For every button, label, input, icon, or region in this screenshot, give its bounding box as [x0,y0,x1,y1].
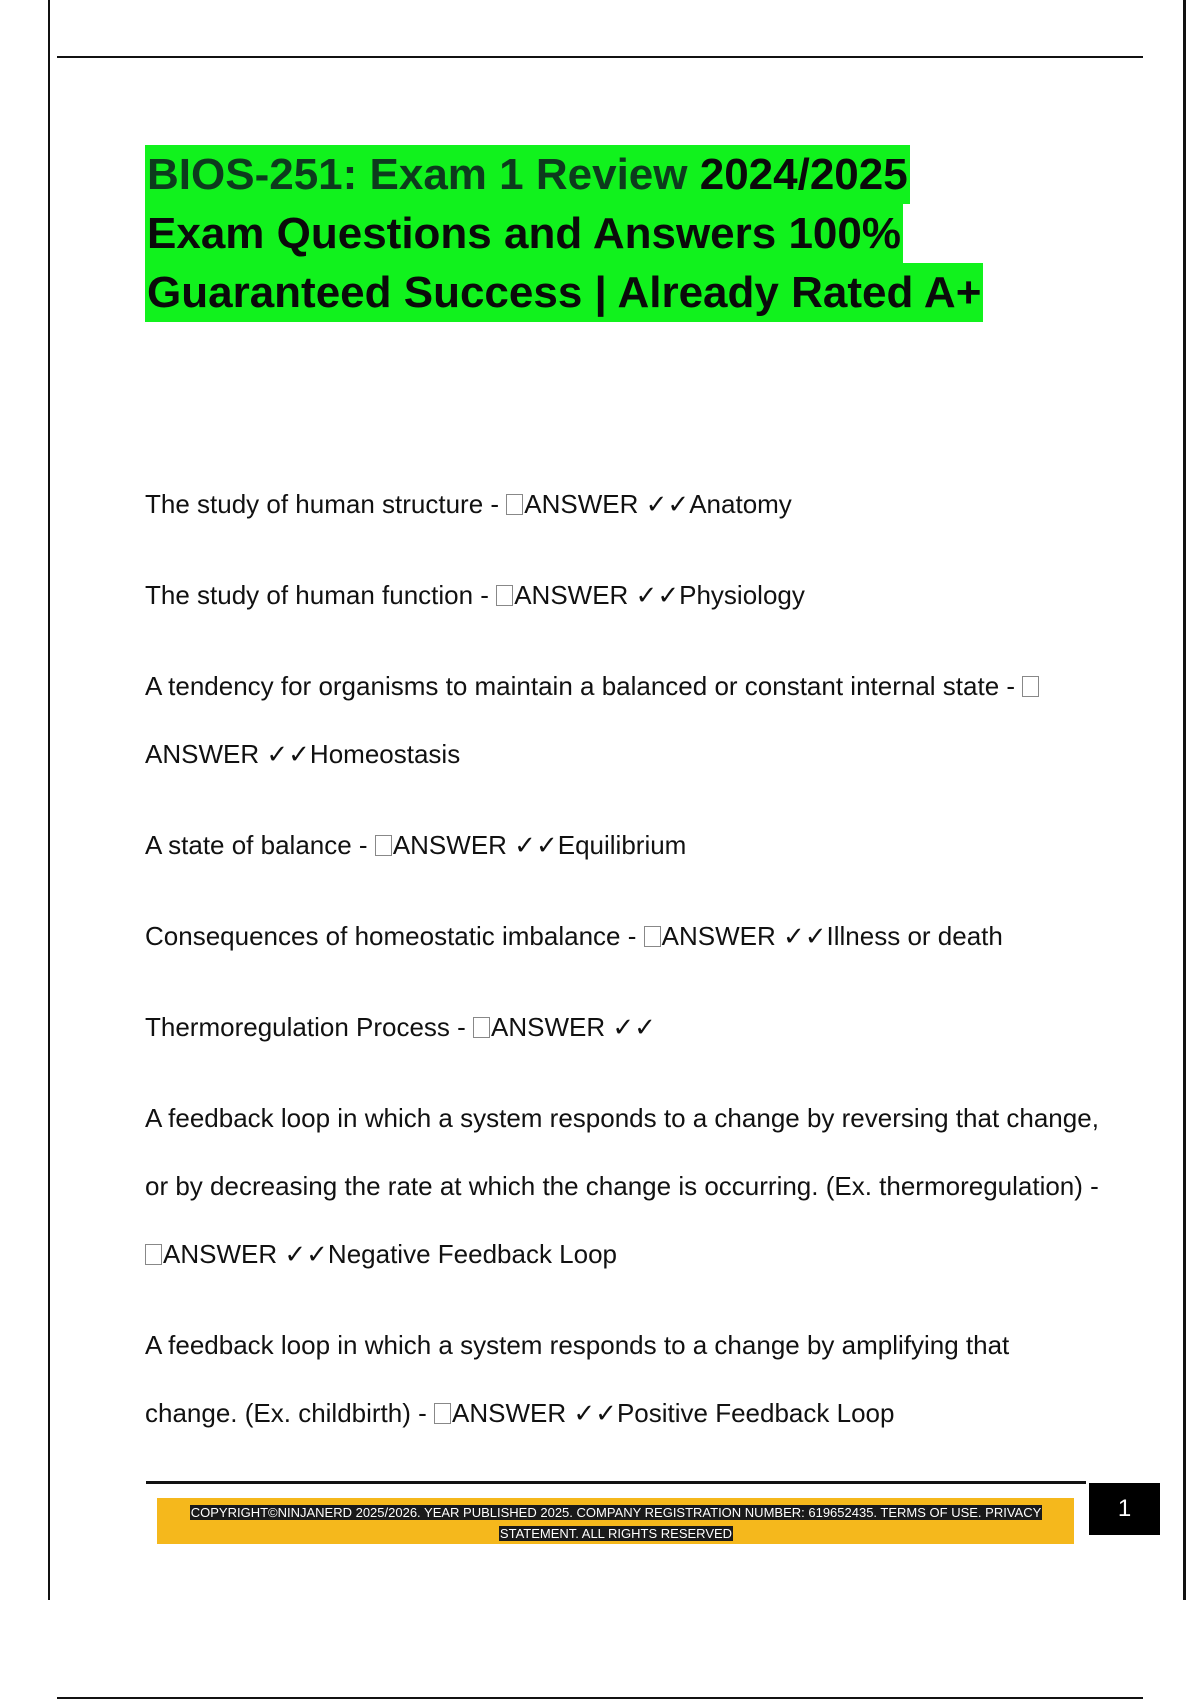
qa-item [145,1084,1105,1288]
title-line-2-text: Exam Questions and Answers 100% [147,209,901,258]
answer-label: ANSWER ✓✓ [491,1012,656,1042]
title-line-3-text: Guaranteed Success | Already Rated A+ [147,268,982,317]
qa-list [145,470,1105,1470]
answer-label: ANSWER ✓✓ [661,921,827,951]
box-icon [434,1403,451,1424]
answer-label: ANSWER ✓✓ [392,830,558,860]
question-text: A tendency for organisms to maintain a balanced or constant internal state - [145,671,1023,701]
page-border-left [48,0,50,1600]
answer-label: ANSWER ✓✓ [145,739,310,769]
title-year: 2024/2025 [699,150,908,199]
question-text: Consequences of homeostatic imbalance - [145,921,644,951]
bottom-rule [57,1697,1143,1699]
qa-item [145,811,1105,879]
answer-label: ANSWER ✓✓ [452,1398,617,1428]
qa-item [145,470,1105,538]
header-rule [57,56,1143,58]
qa-item [145,561,1105,629]
question-text: The study of human function - [145,580,497,610]
box-icon [1022,676,1039,697]
box-icon [644,926,661,947]
qa-item [145,902,1105,970]
copyright-line-1: COPYRIGHT©NINJANERD 2025/2026. YEAR PUBLISHED 2025. COMPANY REGISTRATION NUMBER: 619652435. TERMS OF USE. PRIVACY [190,1505,1042,1520]
answer-text: Homeostasis [309,739,461,769]
title-line-2 [145,204,903,263]
document-title [145,145,1105,322]
box-icon [506,494,523,515]
qa-item [145,652,1105,788]
question-text: Thermoregulation Process - [145,1012,474,1042]
question-text: The study of human structure - [145,489,507,519]
qa-item [145,1311,1105,1447]
answer-text: Negative Feedback Loop [327,1239,618,1269]
page-border-right [1183,0,1186,1600]
answer-text: Positive Feedback Loop [616,1398,895,1428]
answer-text: Equilibrium [557,830,687,860]
answer-text: Anatomy [689,489,792,519]
title-line-1-text: BIOS-251: Exam 1 Review [147,150,700,199]
box-icon [473,1017,490,1038]
answer-label: ANSWER ✓✓ [524,489,690,519]
title-line-1 [145,145,910,204]
footer-rule [146,1481,1086,1484]
copyright-line-2: STATEMENT. ALL RIGHTS RESERVED [499,1526,733,1541]
answer-text: Illness or death [826,921,1003,951]
question-text: A feedback loop in which a system responds to a change by amplifying that change. (Ex. childbirth) - [145,1330,1010,1428]
qa-item [145,993,1105,1061]
question-text: A feedback loop in which a system responds to a change by reversing that change, or by decreasing the rate at which the change is occurring. (Ex. thermoregulation) - [145,1103,1099,1201]
box-icon [496,585,513,606]
page-number: 1 [1089,1483,1160,1535]
box-icon [145,1244,162,1265]
footer-copyright [170,1502,1062,1544]
title-line-3 [145,263,983,322]
answer-label: ANSWER ✓✓ [514,580,680,610]
answer-label: ANSWER ✓✓ [163,1239,328,1269]
question-text: A state of balance - [145,830,375,860]
box-icon [375,835,392,856]
answer-text: Physiology [679,580,805,610]
